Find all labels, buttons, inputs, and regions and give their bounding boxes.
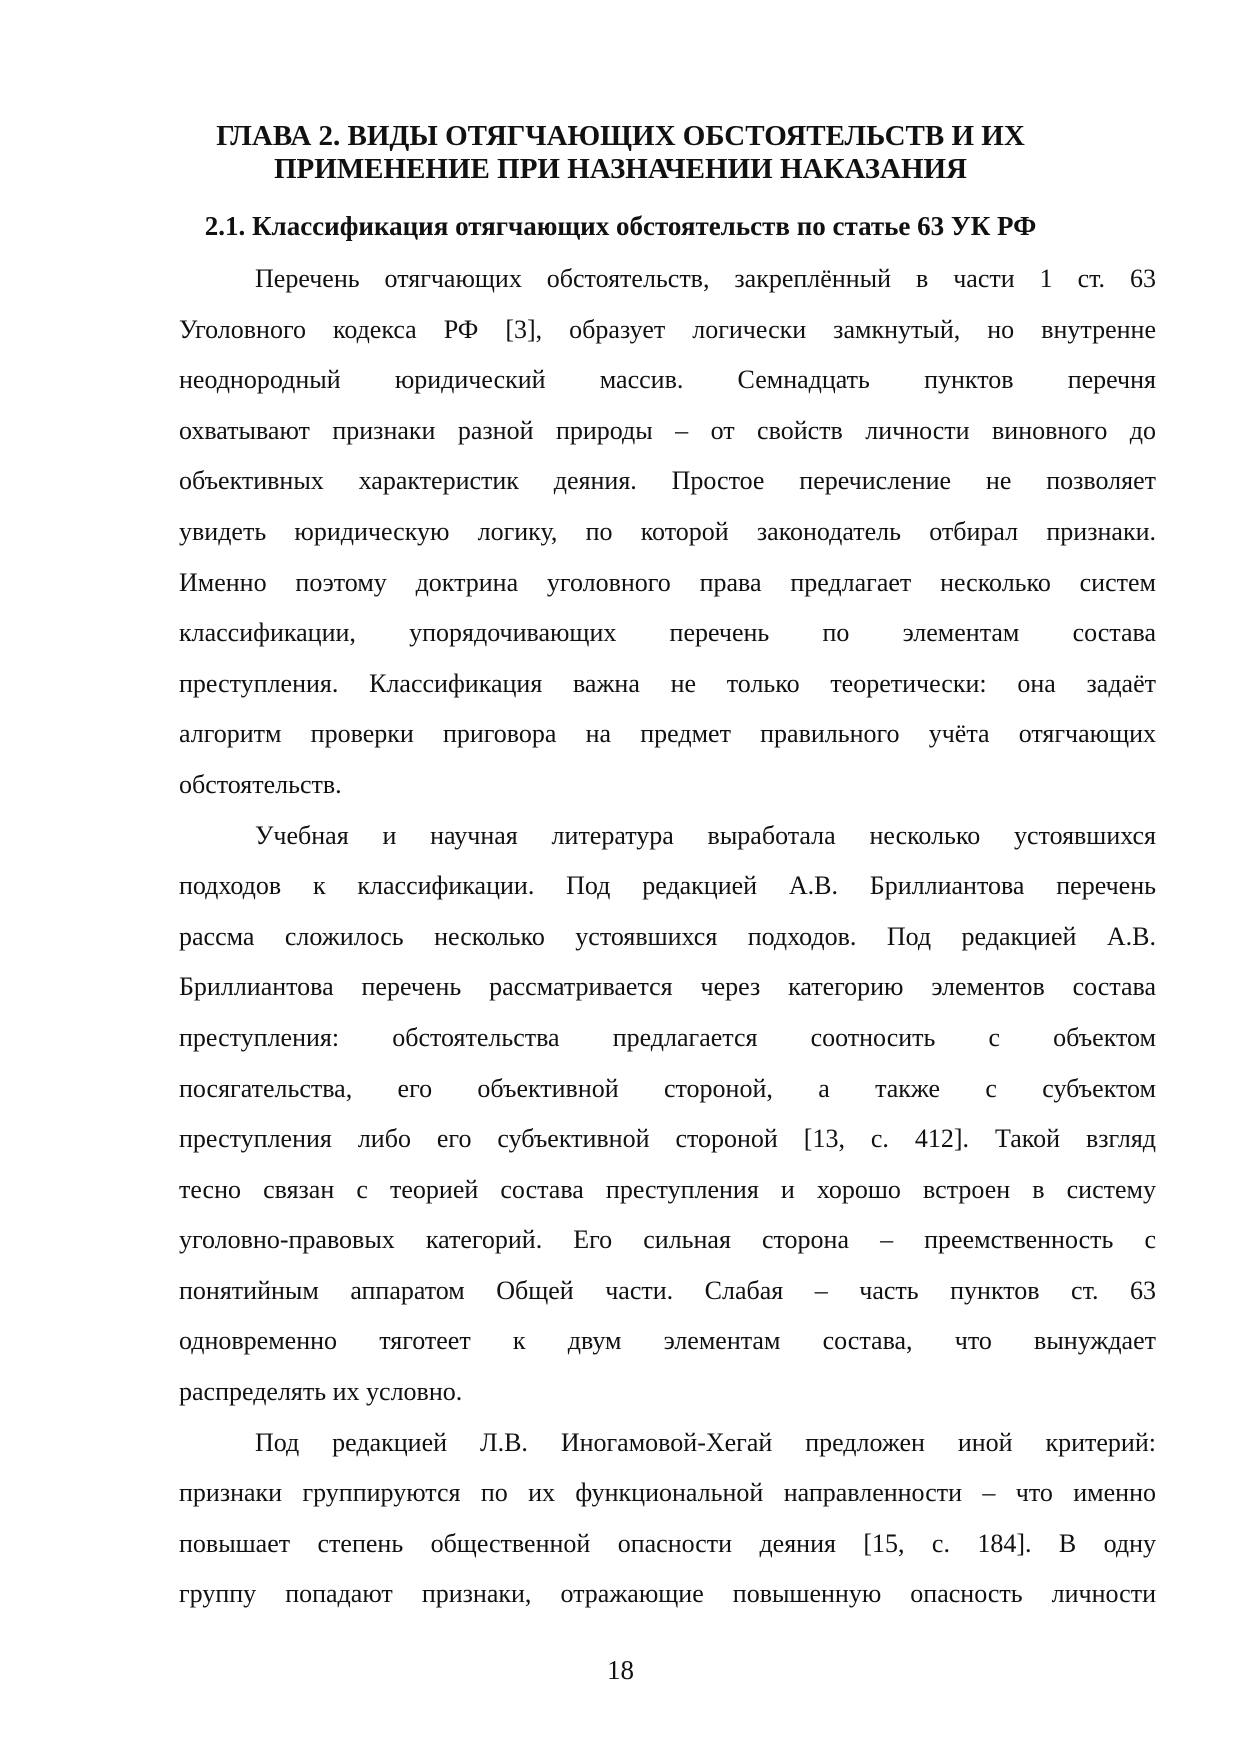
text-line: рассма сложилось несколько устоявшихся подходов. Под редакцией А.В. <box>179 921 1156 951</box>
text-line: преступления. Классификация важна не только теоретически: она задаёт <box>179 668 1156 698</box>
text-line: классификации, упорядочивающих перечень по элементам состава <box>179 618 1156 648</box>
text-line: алгоритм проверки приговора на предмет правильного учёта отягчающих <box>179 719 1156 749</box>
chapter-title-line-1: ГЛАВА 2. ВИДЫ ОТЯГЧАЮЩИХ ОБСТОЯТЕЛЬСТВ И ИХ <box>216 120 1025 152</box>
text-line: преступления либо его субъективной стороной [13, с. 412]. Такой взгляд <box>179 1124 1156 1154</box>
text-line: Учебная и научная литература выработала несколько устоявшихся <box>255 820 1156 850</box>
text-line: Уголовного кодекса РФ [3], образует логически замкнутый, но внутренне <box>179 314 1156 344</box>
text-line: обстоятельств. <box>179 769 342 799</box>
text-line: объективных характеристик деяния. Простое перечисление не позволяет <box>179 466 1156 496</box>
section-title: 2.1. Классификация отягчающих обстоятельств по статье 63 УК РФ <box>204 211 1037 241</box>
text-line: распределять их условно. <box>179 1377 463 1407</box>
text-line: Под редакцией Л.В. Иногамовой-Хегай предложен иной критерий: <box>255 1427 1156 1457</box>
text-line: признаки группируются по их функциональной направленности – что именно <box>179 1478 1156 1508</box>
paragraph <box>179 1418 1156 1620</box>
text-line: понятийным аппаратом Общей части. Слабая – часть пунктов ст. 63 <box>179 1275 1156 1305</box>
text-line: Бриллиантова перечень рассматривается через категорию элементов состава <box>179 972 1156 1002</box>
body-text <box>179 254 1156 1620</box>
text-line: Перечень отягчающих обстоятельств, закреплённый в части 1 ст. 63 <box>255 264 1156 293</box>
text-line: одновременно тяготеет к двум элементам состава, что вынуждает <box>179 1326 1156 1356</box>
paragraph <box>179 254 1156 811</box>
text-line: охватывают признаки разной природы – от свойств личности виновного до <box>179 415 1156 445</box>
page-number: 18 <box>607 1655 634 1685</box>
paragraph <box>179 811 1156 1418</box>
text-line: уголовно-правовых категорий. Его сильная сторона – преемственность с <box>179 1225 1156 1255</box>
text-line: увидеть юридическую логику, по которой законодатель отбирал признаки. <box>179 516 1156 546</box>
text-line: неоднородный юридический массив. Семнадцать пунктов перечня <box>179 365 1156 395</box>
text-line: посягательства, его объективной стороной, а также с субъектом <box>179 1073 1156 1103</box>
chapter-title-line-2: ПРИМЕНЕНИЕ ПРИ НАЗНАЧЕНИИ НАКАЗАНИЯ <box>273 153 967 185</box>
text-line: группу попадают признаки, отражающие повышенную опасность личности <box>179 1579 1156 1609</box>
chapter-title <box>0 120 1241 186</box>
text-line: повышает степень общественной опасности деяния [15, с. 184]. В одну <box>179 1528 1156 1558</box>
text-line: подходов к классификации. Под редакцией А.В. Бриллиантова перечень <box>179 871 1156 901</box>
text-line: Именно поэтому доктрина уголовного права предлагает несколько систем <box>179 567 1156 597</box>
text-line: преступления: обстоятельства предлагается соотносить с объектом <box>179 1022 1156 1052</box>
text-line: тесно связан с теорией состава преступления и хорошо встроен в систему <box>179 1174 1156 1204</box>
